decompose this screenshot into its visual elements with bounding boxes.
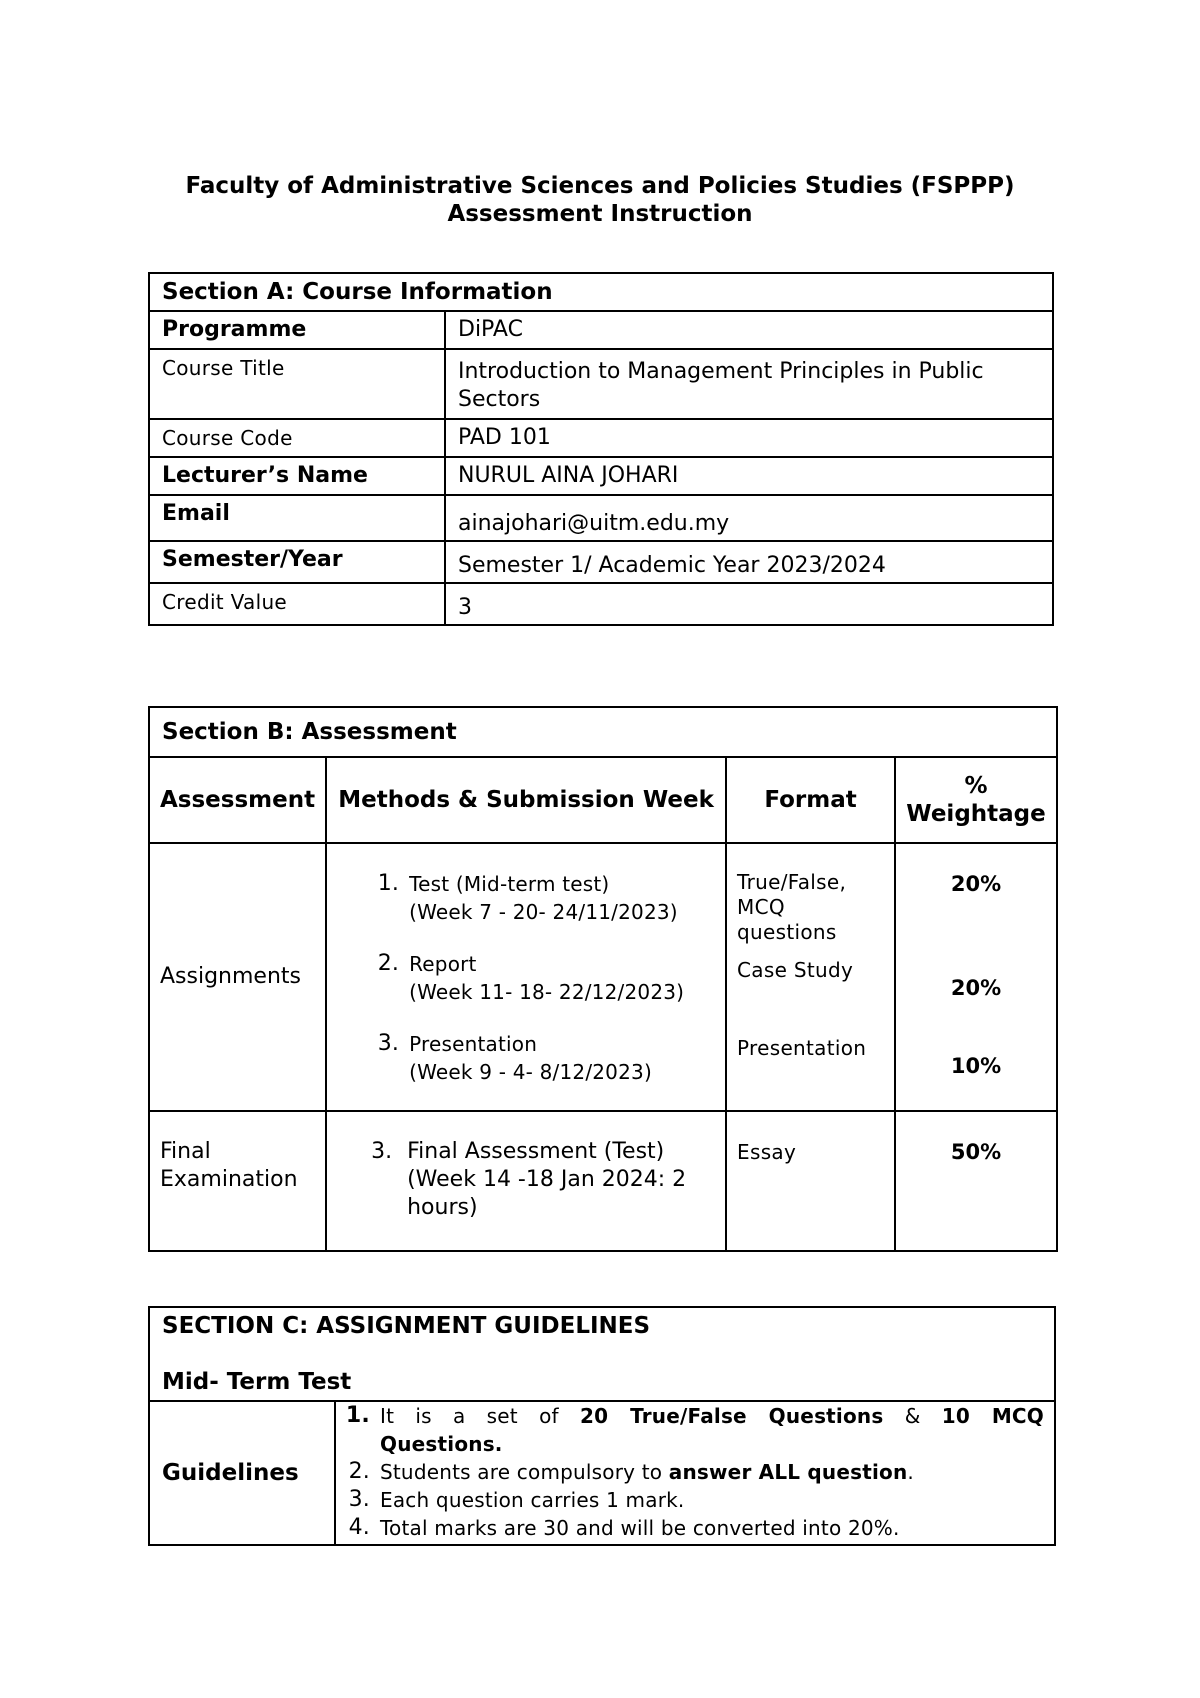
list-item — [363, 950, 715, 1006]
guideline-text: . — [907, 1460, 914, 1484]
weight-test: 20% — [950, 872, 1002, 896]
section-a-title: Section A: Course Information — [149, 273, 1053, 311]
item-number: 1. — [345, 1403, 370, 1428]
weight-presentation: 10% — [950, 1054, 1002, 1078]
list-item — [340, 1402, 1044, 1458]
guideline-text: Total marks are 30 and will be converted into 20%. — [380, 1516, 900, 1540]
list-item — [340, 1514, 1044, 1542]
method-week: (Week 7 - 20- 24/11/2023) — [409, 900, 678, 924]
guidelines-label: Guidelines — [149, 1401, 335, 1545]
assessment-table — [148, 706, 1058, 1252]
programme-value: DiPAC — [445, 311, 1053, 349]
format-report: Case Study — [737, 958, 854, 982]
course-code-label: Course Code — [149, 419, 445, 457]
course-code-value: PAD 101 — [445, 419, 1053, 457]
lecturer-name-value: NURUL AINA JOHARI — [445, 457, 1053, 495]
final-weight: 50% — [895, 1111, 1057, 1251]
mid-term-test-subtitle: Mid- Term Test — [162, 1369, 352, 1395]
format-test: True/False, MCQ questions — [737, 870, 847, 944]
col-assessment: Assessment — [149, 757, 326, 843]
guideline-text: It is a set of — [380, 1404, 581, 1428]
credit-value-value: 3 — [445, 583, 1053, 625]
course-title-value: Introduction to Management Principles in Public Sectors — [445, 349, 1053, 419]
list-item — [363, 870, 715, 926]
email-value: ainajohari@uitm.edu.my — [445, 495, 1053, 541]
email-label: Email — [149, 495, 445, 541]
item-number: 2. — [348, 1459, 370, 1484]
final-format: Essay — [726, 1111, 895, 1251]
assignment-guidelines-table — [148, 1306, 1056, 1546]
guideline-text: Each question carries 1 mark. — [380, 1488, 685, 1512]
method-name: Test (Mid-term test) — [409, 872, 610, 896]
faculty-title: Faculty of Administrative Sciences and Policies Studies (FSPPP) — [185, 173, 1015, 199]
programme-label: Programme — [149, 311, 445, 349]
list-item — [363, 1030, 715, 1086]
assignments-label: Assignments — [149, 843, 326, 1111]
semester-year-label: Semester/Year — [149, 541, 445, 583]
guideline-bold-text: 20 True/False Questions — [580, 1404, 884, 1428]
guideline-bold-text: 10 MCQ Questions. — [380, 1404, 1045, 1456]
assignment-methods-list — [363, 870, 715, 1086]
method-week: (Week 9 - 4- 8/12/2023) — [409, 1060, 652, 1084]
lecturer-name-label: Lecturer’s Name — [149, 457, 445, 495]
method-week: (Week 11- 18- 22/12/2023) — [409, 980, 685, 1004]
list-item — [340, 1486, 1044, 1514]
final-method: Final Assessment (Test) (Week 14 -18 Jan 2024: 2 hours) — [407, 1139, 687, 1220]
document-header — [0, 172, 1200, 228]
guidelines-list — [340, 1402, 1044, 1542]
weight-report: 20% — [950, 976, 1002, 1000]
section-c-title: SECTION C: ASSIGNMENT GUIDELINES — [162, 1313, 651, 1339]
item-number: 3. — [371, 1139, 393, 1164]
course-title-label: Course Title — [149, 349, 445, 419]
guideline-text: & — [883, 1404, 942, 1428]
col-weightage: % Weightage — [895, 757, 1057, 843]
item-number: 2. — [377, 951, 400, 976]
guideline-bold-text: answer ALL question — [668, 1460, 908, 1484]
list-item — [371, 1138, 715, 1222]
item-number: 3. — [377, 1031, 400, 1056]
col-methods: Methods & Submission Week — [326, 757, 726, 843]
guideline-text: Students are compulsory to — [380, 1460, 669, 1484]
method-name: Report — [409, 952, 477, 976]
semester-year-value: Semester 1/ Academic Year 2023/2024 — [445, 541, 1053, 583]
section-b-title: Section B: Assessment — [149, 707, 1057, 757]
method-name: Presentation — [409, 1032, 538, 1056]
col-format: Format — [726, 757, 895, 843]
format-presentation: Presentation — [737, 1036, 867, 1060]
credit-value-label: Credit Value — [149, 583, 445, 625]
course-information-table — [148, 272, 1054, 626]
item-number: 3. — [348, 1487, 370, 1512]
list-item — [340, 1458, 1044, 1486]
item-number: 4. — [348, 1515, 370, 1540]
document-title: Assessment Instruction — [447, 201, 753, 227]
final-examination-label: Final Examination — [149, 1111, 326, 1251]
item-number: 1. — [377, 871, 400, 896]
